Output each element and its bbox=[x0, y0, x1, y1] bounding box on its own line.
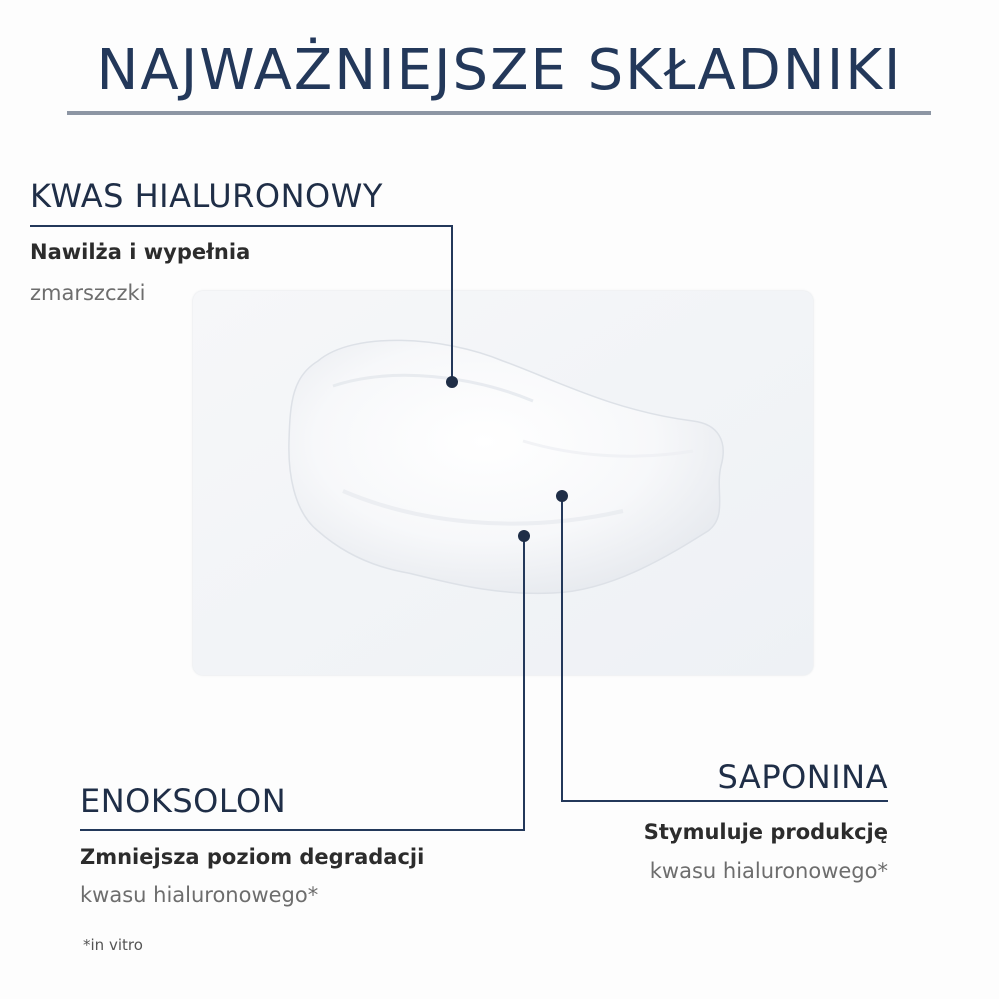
page-title: NAJWAŻNIEJSZE SKŁADNIKI bbox=[96, 38, 903, 103]
kwas-heading: KWAS HIALURONOWY bbox=[30, 177, 383, 215]
enoksolon-benefit-detail: kwasu hialuronowego* bbox=[80, 883, 319, 907]
enoksolon-heading: ENOKSOLON bbox=[80, 782, 287, 820]
cream-swatch-illustration bbox=[193, 291, 813, 675]
saponina-heading: SAPONINA bbox=[717, 758, 888, 796]
enoksolon-benefit: Zmniejsza poziom degradacji bbox=[80, 845, 425, 869]
saponina-benefit: Stymuluje produkcję bbox=[643, 820, 888, 844]
footnote: *in vitro bbox=[83, 936, 143, 954]
kwas-benefit: Nawilża i wypełnia bbox=[30, 240, 251, 264]
title-underline bbox=[67, 111, 931, 115]
kwas-benefit-detail: zmarszczki bbox=[30, 281, 146, 305]
saponina-benefit-detail: kwasu hialuronowego* bbox=[649, 859, 888, 883]
cream-texture-image bbox=[193, 291, 813, 675]
